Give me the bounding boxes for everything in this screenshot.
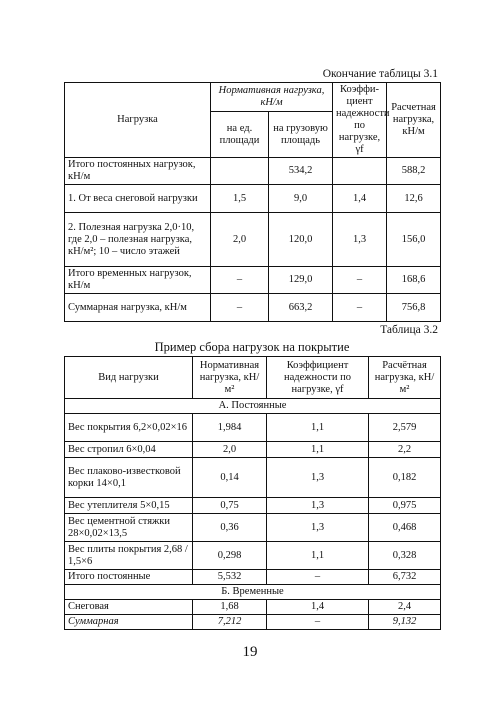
header-per-strip: на грузовую площадь (269, 112, 333, 158)
table-row (65, 600, 441, 615)
table-row (65, 514, 441, 542)
cell-normative: 0,14 (193, 458, 267, 498)
cell-normative: 1,68 (193, 600, 267, 615)
row-name: Вес цементной стяжки 28×0,02×13,5 (65, 514, 193, 542)
cell-coef: – (267, 570, 369, 585)
table-row (65, 442, 441, 458)
cell-per-area: 2,0 (211, 213, 269, 267)
cell-design: 6,732 (369, 570, 441, 585)
table-row (65, 294, 441, 322)
table-3-2-title: Пример сбора нагрузок на покрытие (154, 340, 350, 354)
cell-per-strip: 663,2 (269, 294, 333, 322)
cell-normative: 1,984 (193, 414, 267, 442)
cell-per-area (211, 158, 269, 185)
cell-normative: 7,212 (193, 615, 267, 630)
cell-coef: – (267, 615, 369, 630)
cell-design: 588,2 (387, 158, 441, 185)
cell-coef: 1,3 (333, 213, 387, 267)
header-load: Нагрузка (65, 83, 211, 158)
cell-design: 756,8 (387, 294, 441, 322)
cell-coef: 1,3 (267, 514, 369, 542)
table-row (65, 570, 441, 585)
cell-coef: 1,4 (267, 600, 369, 615)
row-name: Вес стропил 6×0,04 (65, 442, 193, 458)
table-row (65, 498, 441, 514)
cell-design: 2,2 (369, 442, 441, 458)
cell-design: 0,468 (369, 514, 441, 542)
section-temporary: Б. Временные (65, 585, 441, 600)
cell-design: 0,328 (369, 542, 441, 570)
cell-normative: 0,75 (193, 498, 267, 514)
row-name: Вес покрытия 6,2×0,02×16 (65, 414, 193, 442)
header-type: Вид нагрузки (65, 357, 193, 399)
table-row-total (65, 615, 441, 630)
page-number: 19 (242, 644, 258, 660)
cell-normative: 2,0 (193, 442, 267, 458)
table-row (65, 458, 441, 498)
table-3-2 (64, 356, 441, 630)
cell-per-area: – (211, 267, 269, 294)
row-name: Итого постоянные (65, 570, 193, 585)
cell-per-area: – (211, 294, 269, 322)
cell-coef: – (333, 294, 387, 322)
cell-normative: 0,298 (193, 542, 267, 570)
row-name: Суммарная (65, 615, 193, 630)
row-name: Вес плиты покрытия 2,68 / 1,5×6 (65, 542, 193, 570)
cell-coef: 1,1 (267, 542, 369, 570)
cell-design: 156,0 (387, 213, 441, 267)
cell-normative: 0,36 (193, 514, 267, 542)
cell-coef: 1,3 (267, 498, 369, 514)
header-normative: Нормативная нагрузка, кН/м² (193, 357, 267, 399)
header-design: Расчетная нагрузка, кН/м (387, 83, 441, 158)
table-3-1-caption: Окончание таблицы 3.1 (322, 68, 438, 80)
cell-per-strip: 120,0 (269, 213, 333, 267)
header-per-area: на ед. площади (211, 112, 269, 158)
row-name: 2. Полезная нагрузка 2,0·10, где 2,0 – полезная нагрузка, кН/м²; 10 – число этажей (65, 213, 211, 267)
cell-design: 9,132 (369, 615, 441, 630)
cell-per-strip: 534,2 (269, 158, 333, 185)
cell-coef: 1,1 (267, 414, 369, 442)
cell-design: 2,579 (369, 414, 441, 442)
cell-per-strip: 9,0 (269, 185, 333, 213)
cell-design: 0,975 (369, 498, 441, 514)
row-name: Вес плаково-известковой корки 14×0,1 (65, 458, 193, 498)
row-name: Итого постоянных нагрузок, кН/м (65, 158, 211, 185)
table-row (65, 185, 441, 213)
cell-coef: 1,1 (267, 442, 369, 458)
cell-coef: 1,4 (333, 185, 387, 213)
row-name: Суммарная нагрузка, кН/м (65, 294, 211, 322)
cell-coef (333, 158, 387, 185)
table-row (65, 158, 441, 185)
cell-design: 2,4 (369, 600, 441, 615)
cell-coef: 1,3 (267, 458, 369, 498)
table-row (65, 267, 441, 294)
cell-coef: – (333, 267, 387, 294)
table-row (65, 542, 441, 570)
header-design: Расчётная нагрузка, кН/м² (369, 357, 441, 399)
header-normative: Нормативная нагрузка, кН/м (211, 83, 333, 112)
row-name: Снеговая (65, 600, 193, 615)
cell-design: 0,182 (369, 458, 441, 498)
header-coef: Коэффициент надежности по нагрузке, γf (267, 357, 369, 399)
table-3-1 (64, 82, 441, 322)
cell-per-strip: 129,0 (269, 267, 333, 294)
cell-normative: 5,532 (193, 570, 267, 585)
row-name: Вес утеплителя 5×0,15 (65, 498, 193, 514)
cell-per-area: 1,5 (211, 185, 269, 213)
table-row (65, 414, 441, 442)
row-name: Итого временных нагрузок, кН/м (65, 267, 211, 294)
row-name: 1. От веса снеговой нагрузки (65, 185, 211, 213)
section-permanent: А. Постоянные (65, 399, 441, 414)
header-coef: Коэффи-циент надежности по нагрузке, γf (333, 83, 387, 158)
table-3-2-number: Таблица 3.2 (380, 324, 438, 336)
cell-design: 168,6 (387, 267, 441, 294)
table-row (65, 213, 441, 267)
cell-design: 12,6 (387, 185, 441, 213)
